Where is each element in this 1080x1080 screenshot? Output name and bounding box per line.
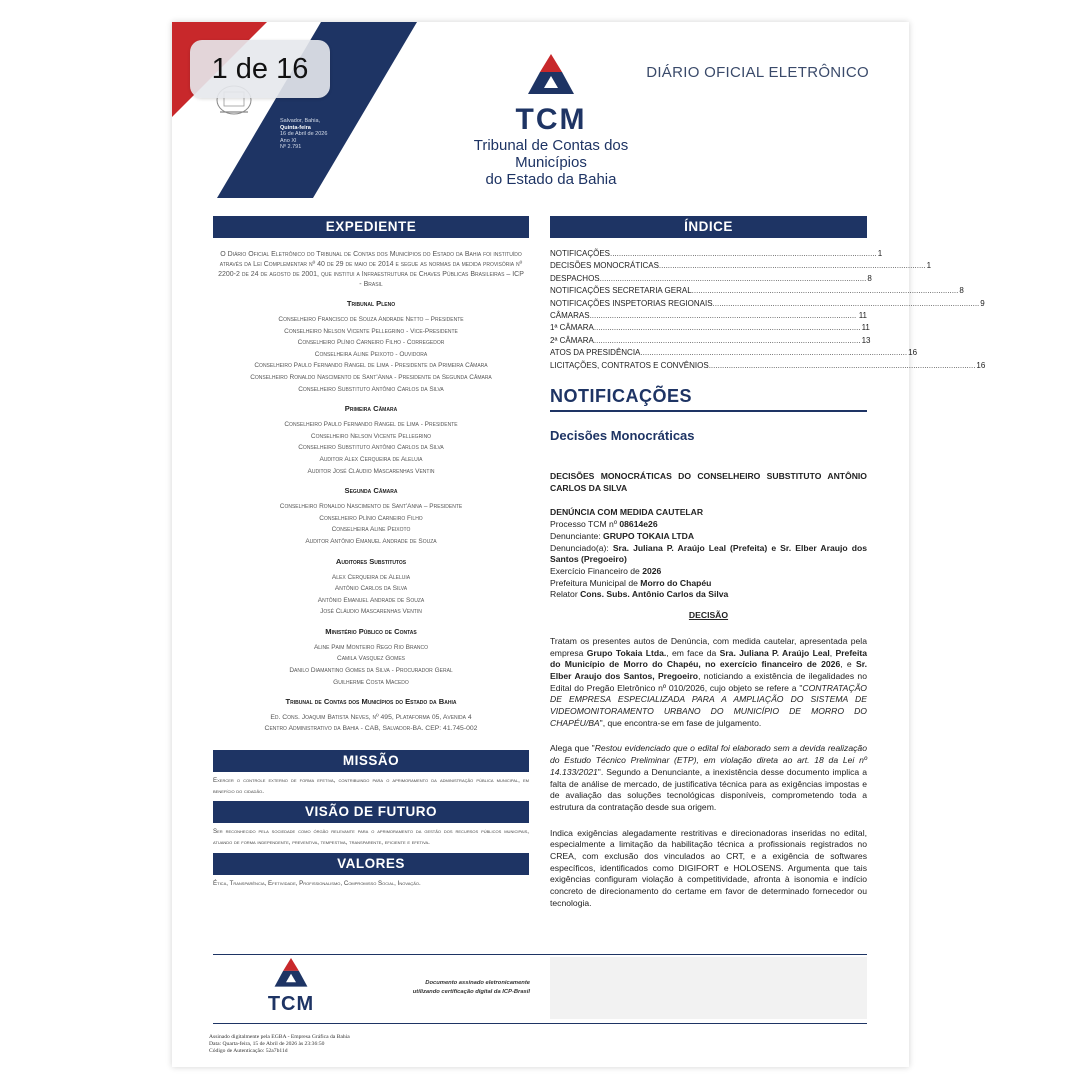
index-label: 2ª CÂMARA [550, 335, 594, 345]
member: Danilo Diamantino Gomes da Silva - Procurador Geral [289, 667, 453, 675]
index-page: 11 [861, 323, 870, 333]
case-block [550, 507, 867, 601]
member: Conselheiro Francisco de Souza Andrade Netto – Presidente [278, 316, 464, 323]
indice-title: ÍNDICE [550, 216, 867, 238]
index-label: ATOS DA PRESIDÊNCIA [550, 348, 641, 358]
notificacoes-divider [550, 410, 867, 412]
label: Exercício Financeiro de [550, 565, 643, 576]
case-denunciado [550, 543, 867, 566]
label: Denunciante: [550, 530, 604, 541]
tcm-logo-text: TCM [515, 103, 587, 136]
member: Conselheira Aline Peixoto [331, 526, 411, 534]
section-auditores [213, 557, 529, 618]
value: GRUPO TOKAIA LTDA [603, 530, 695, 541]
expediente-title: EXPEDIENTE [213, 216, 529, 238]
index-label: CÂMARAS [550, 311, 590, 321]
member: José Cláudio Mascarenhas Ventin [320, 608, 422, 616]
index-item[interactable]: NOTIFICAÇÕES ........................................................................................................................ 1 [550, 248, 867, 260]
index-item[interactable]: DECISÕES MONOCRÁTICAS ........................................................................................................................ 1 [550, 260, 867, 272]
member: Conselheiro Substituto Antônio Carlos da Silva [298, 444, 444, 452]
meta-line: Data: Quarta-feira, 15 de Abril de 2026 às 23:36:50 [209, 1041, 325, 1047]
edition-year: Ano XI [280, 137, 297, 144]
left-column [213, 216, 529, 893]
case-processo [550, 519, 867, 531]
index-label: 1ª CÂMARA [550, 323, 594, 333]
signature-line: Documento assinado eletronicamente [425, 980, 530, 986]
text: ". Segundo a Denunciante, a inexistência desse documento implica a falta de análise de mercado, de justificativa técnica para as exigências impostas e de avaliação das soluções tecnológicas disponíveis, comprometendo toda a estrutura da contratação desde sua origem. [550, 766, 867, 812]
member: Aline Paim Monteiro Rego Rio Branco [313, 643, 429, 651]
footer-tcm-logo [256, 958, 326, 1018]
index-item[interactable]: LICITAÇÕES, CONTRATOS E CONVÊNIOS ........................................................................................................................ 16 [550, 360, 867, 372]
footer-signature-note [396, 979, 530, 996]
member: Guilherme Costa Macedo [333, 678, 409, 686]
edition-info [280, 118, 327, 151]
index-page: 16 [976, 360, 986, 370]
index-item[interactable]: DESPACHOS ........................................................................................................................ 8 [550, 273, 867, 285]
member: Conselheiro Plínio Carneiro Filho - Corregedor [297, 339, 445, 347]
member: Auditor Antônio Emanuel Andrade de Souza [305, 537, 437, 545]
value: 2026 [642, 565, 662, 576]
case-title: DENÚNCIA COM MEDIDA CAUTELAR [550, 507, 704, 518]
index-label: DECISÕES MONOCRÁTICAS [550, 261, 659, 271]
index-page: 8 [959, 286, 964, 296]
text: , em face da [666, 647, 720, 658]
text: Alega que " [550, 743, 595, 754]
text: , [829, 647, 836, 658]
label: Denunciado(a): [550, 542, 613, 553]
address-line-1: Ed. Cons. Joaquim Batista Neves, nº 495, Plataforma 05, Avenida 4 [270, 714, 472, 722]
footer-divider-bottom [213, 1023, 867, 1024]
text: Grupo Tokaia Ltda. [586, 647, 667, 658]
member: Conselheiro Plínio Carneiro Filho [319, 514, 423, 522]
tcm-name-line-2: do Estado da Bahia [485, 171, 617, 188]
index-page: 1 [926, 261, 932, 271]
edition-number: Nº 2.791 [280, 144, 302, 151]
index-page: 1 [877, 249, 883, 258]
index-list [550, 248, 986, 372]
decisao-title: DECISÃO [688, 610, 729, 621]
footer-signature-box [550, 957, 867, 1019]
member: Conselheiro Nelson Vicente Pellegrino [310, 432, 432, 440]
tribunal-title: Tribunal de Contas dos Municípios do Estado da Bahia [285, 697, 457, 707]
footer-divider-top [213, 954, 867, 955]
text: Tratam os presentes autos de Denúncia, com medida cautelar, apresentada pela empresa [550, 635, 867, 658]
text: Restou evidenciado que o edital foi elaborado sem a devida realização do Estudo Técnico Preliminar (ETP), em violação direta ao art. 18 da Lei nº 14.133/2021 [550, 743, 867, 777]
member: Auditor José Cláudio Mascarenhas Ventin [307, 467, 435, 475]
meta-line: Assinado digitalmente pela EGBA - Empresa Gráfica da Bahia [209, 1034, 350, 1040]
text: , e [840, 659, 856, 670]
right-column [550, 216, 986, 910]
value: Morro do Chapéu [640, 577, 712, 588]
member: Conselheiro Paulo Fernando Rangel de Lima - Presidente da Primeira Câmara [254, 362, 488, 370]
index-item[interactable]: ATOS DA PRESIDÊNCIA ........................................................................................................................ 16 [550, 347, 867, 359]
member: Antônio Carlos da Silva [334, 585, 408, 593]
section-title: Ministério Público de Contas [325, 626, 417, 636]
index-page: 8 [867, 273, 872, 283]
value: 08614e26 [619, 519, 658, 530]
document-page [172, 22, 986, 1067]
text: Sra. Juliana P. Araújo Leal [719, 647, 830, 658]
member: Conselheiro Substituto Antônio Carlos da Silva [298, 385, 444, 393]
index-item[interactable]: CÂMARAS ........................................................................................................................ 11 [550, 310, 867, 322]
member: Conselheiro Ronaldo Nascimento de Sant'Anna – Presidente [279, 503, 463, 511]
member: Conselheira Aline Peixoto - Ouvidora [314, 350, 428, 358]
section-title: Segunda Câmara [344, 486, 398, 496]
member: Camila Vasquez Gomes [337, 655, 405, 663]
index-label: NOTIFICAÇÕES [550, 249, 611, 258]
value: Sra. Juliana P. Araújo Leal (Prefeita) e Sr. Elber Araujo dos Santos (Pregoeiro) [550, 542, 867, 565]
text: ", que encontra-se em fase de julgamento. [599, 717, 762, 728]
decisoes-subtitle: Decisões Monocráticas [550, 428, 695, 444]
member: Alex Cerqueira de Aleluia [331, 573, 411, 581]
index-item[interactable]: NOTIFICAÇÕES SECRETARIA GERAL ........................................................................................................................ 8 [550, 285, 867, 297]
address-line-2: Centro Administrativo da Bahia - CAB, Salvador-BA. CEP: 41.745-002 [264, 725, 478, 733]
section-title: Primeira Câmara [344, 404, 398, 414]
section-title: Tribunal Pleno [346, 299, 396, 308]
case-prefeitura [550, 578, 867, 590]
paragraph-3: Indica exigências alegadamente restritivas e direcionadoras inseridas no edital, especialmente a limitação da habilitação técnica a profissionais registrados no CREA, com exclusão dos vinculados ao CRT, e a exigência de softwares específicos, identificados como DIGIFORT e HOLOSENS. Argumenta que tais exigências configuram violação à competitividade, afronta à isonomia e indício concreto de direcionamento do certame em favor de determinado fornecedor ou tecnologia. [550, 827, 867, 908]
index-label: NOTIFICAÇÕES INSPETORIAS REGIONAIS [550, 298, 713, 308]
footer-meta [209, 1034, 350, 1055]
edition-city: Salvador, Bahia, [280, 118, 321, 124]
paragraph-1 [550, 636, 867, 730]
member: Conselheiro Ronaldo Nascimento de Sant'Anna - Presidente da Segunda Câmara [250, 373, 492, 381]
edition-date: 16 de Abril de 2026 [280, 131, 328, 138]
member: Auditor Alex Cerqueira de Aleluia [319, 455, 423, 463]
text: Sr. Elber Araujo dos Santos, Pregoeiro [550, 659, 867, 681]
index-page: 9 [980, 298, 985, 308]
tcm-logo [436, 54, 666, 188]
member: Antônio Emanuel Andrade de Souza [317, 596, 425, 604]
page-counter-badge: 1 de 16 [190, 40, 330, 98]
tcm-name-line-1: Tribunal de Contas dos Municípios [473, 137, 629, 171]
label: Processo TCM nº [550, 519, 620, 530]
label: Prefeitura Municipal de [550, 577, 641, 588]
missao-text: Exercer o controle externo de forma efetiva, contribuindo para o aprimoramento da administração pública municipal, em benefício do cidadão. [213, 777, 529, 795]
index-page: 11 [858, 311, 867, 321]
section-segunda-camara [213, 486, 529, 547]
valores-text: Ética, Transparência, Efetividade, Profissionalismo, Compromisso Social, Inovação. [213, 879, 421, 887]
meta-line: Código de Autenticação: 52a7b11d [209, 1048, 288, 1054]
notificacoes-title: NOTIFICAÇÕES [550, 386, 693, 407]
index-page: 16 [908, 348, 918, 358]
visao-title: VISÃO DE FUTURO [213, 801, 529, 823]
decisoes-heading: DECISÕES MONOCRÁTICAS DO CONSELHEIRO SUBSTITUTO ANTÔNIO CARLOS DA SILVA [550, 471, 867, 493]
text: , noticiando a existência de ilegalidades no Edital do Pregão Eletrônico nº 010/2026, cujo objeto se refere a " [550, 670, 867, 693]
index-page: 13 [861, 335, 871, 345]
case-denunciante [550, 531, 867, 543]
expediente-intro: O Diário Oficial Eletrônico do Tribunal de Contas dos Municípios do Estado da Bahia foi instituído através da Lei Complementar nº 40 de 29 de maio de 2014 e segue as normas da medida provisória nº 2200-2 de 24 de agosto de 2001, que institui a Infraestrutura de Chaves Públicas Brasileiras – ICP - Brasil [218, 251, 524, 288]
paragraph-2 [550, 743, 867, 813]
index-item[interactable]: NOTIFICAÇÕES INSPETORIAS REGIONAIS ........................................................................................................................ 9 [550, 298, 867, 310]
diario-title: DIÁRIO OFICIAL ELETRÔNICO [646, 64, 869, 81]
label: Relator [550, 589, 581, 600]
index-label: NOTIFICAÇÕES SECRETARIA GERAL [550, 286, 692, 296]
section-ministerio-publico [213, 627, 529, 688]
signature-line: utilizando certificação digital da ICP-Brasil [412, 988, 530, 995]
valores-title: VALORES [213, 853, 529, 875]
footer-tcm-triangle-icon [274, 958, 308, 988]
text: CONTRATAÇÃO DE EMPRESA ESPECIALIZADA PARA A AMPLIAÇÃO DO SISTEMA DE VIDEOMONITORAMENTO URBANO DO MUNICÍPIO DE MORRO DO CHAPÉU/BA [550, 682, 867, 728]
footer-tcm-text: TCM [267, 993, 315, 1015]
index-item[interactable]: 2ª CÂMARA ........................................................................................................................ 13 [550, 335, 867, 347]
edition-weekday: Quinta-feira [280, 124, 311, 131]
member: Conselheiro Nelson Vicente Pellegrino - Vice-Presidente [284, 327, 458, 335]
value: Cons. Subs. Antônio Carlos da Silva [580, 589, 729, 600]
index-label: LICITAÇÕES, CONTRATOS E CONVÊNIOS [550, 360, 709, 370]
case-exercicio [550, 566, 867, 578]
member: Conselheiro Paulo Fernando Rangel de Lima - Presidente [284, 421, 458, 429]
visao-text: Ser reconhecido pela sociedade como órgão relevante para o aprimoramento da gestão dos recursos públicos municipais, atuando de forma independente, preventiva, tempestiva, transparente, eficiente e efetiva. [213, 828, 529, 847]
text: Prefeita do Município de Morro do Chapéu, no exercício financeiro de 2026 [550, 647, 867, 670]
case-relator [550, 589, 867, 601]
section-tribunal-pleno [213, 299, 529, 395]
index-label: DESPACHOS [550, 273, 600, 283]
index-item[interactable]: 1ª CÂMARA ........................................................................................................................ 11 [550, 322, 867, 334]
section-primeira-camara [213, 404, 529, 477]
tcm-triangle-icon [528, 54, 574, 96]
section-title: Auditores Substitutos [335, 556, 407, 566]
missao-title: MISSÃO [213, 750, 529, 772]
